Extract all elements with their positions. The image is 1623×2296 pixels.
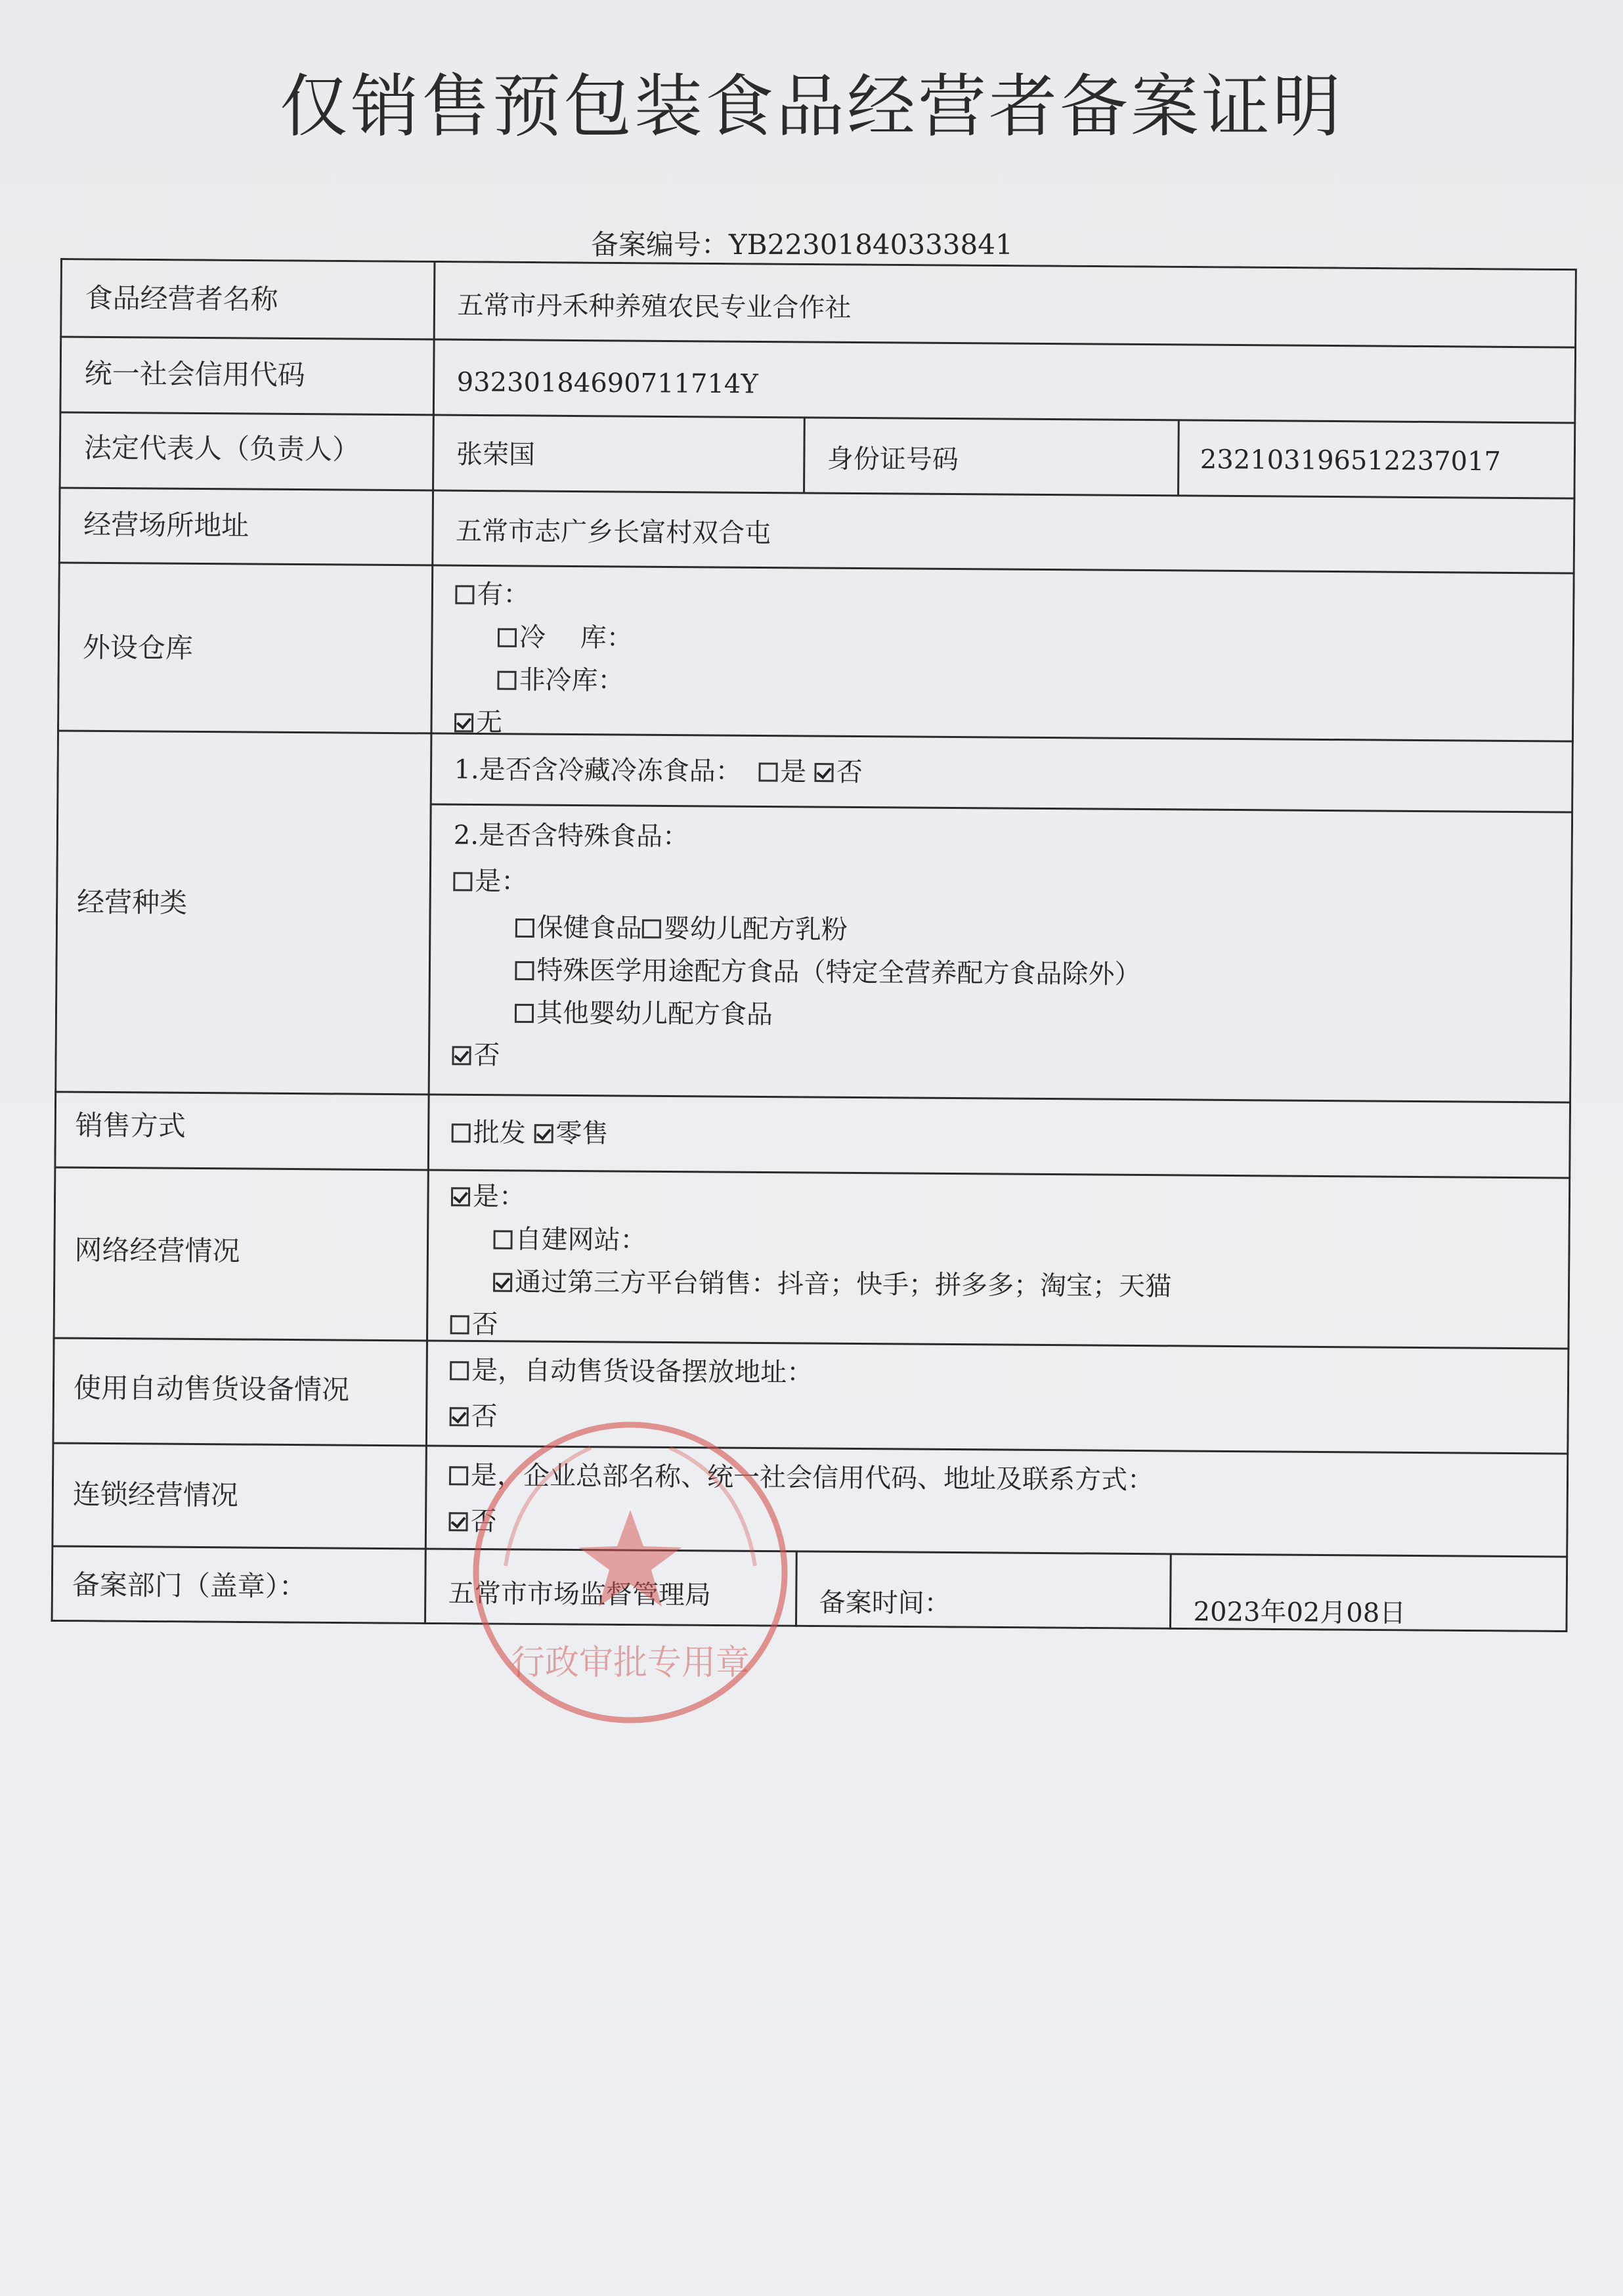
chain-no: 否 [448,1508,496,1535]
special-types-row3: 其他婴幼儿配方食品 [515,1000,773,1028]
warehouse-none-checkbox[interactable] [454,713,473,732]
vending-yes-checkbox[interactable] [450,1361,469,1380]
name-label: 食品经营者名称 [85,282,278,316]
retail-checkbox[interactable] [534,1124,553,1143]
online-label: 网络经营情况 [74,1234,240,1267]
special-types-row2: 特殊医学用途配方食品（特定全营养配方食品除外） [515,957,1140,988]
infant-formula-checkbox[interactable] [642,919,661,938]
date-label: 备案时间： [819,1588,951,1619]
address-label: 经营场所地址 [83,508,249,542]
cold-food-yes-checkbox[interactable] [758,762,777,781]
official-seal [460,1408,801,1730]
seal-star-icon [579,1510,682,1607]
seal-text: 行政审批专用章 [510,1643,750,1683]
own-site-checkbox[interactable] [493,1230,512,1249]
other-infant-checkbox[interactable] [515,1004,534,1023]
chain-yes: 是，企业总部名称、统一社会信用代码、地址及联系方式： [449,1462,1154,1493]
warehouse-cold: 冷 库： [498,624,633,651]
warehouse-none: 无 [454,709,502,736]
address-value: 五常市志广乡长富村双合屯 [455,516,771,549]
warehouse-cold-checkbox[interactable] [498,628,517,647]
legal-rep-label: 法定代表人（负责人） [83,431,360,466]
medical-food-checkbox[interactable] [515,961,534,980]
warehouse-label: 外设仓库 [82,631,194,664]
record-number: 备案编号：YB22301840333841 [591,228,1013,261]
vending-no: 否 [450,1403,498,1430]
warehouse-noncold: 非冷库： [497,667,624,694]
document-title: 仅销售预包装食品经营者备案证明 [279,66,1343,146]
online-yes-checkbox[interactable] [451,1187,470,1206]
online-no: 否 [450,1311,498,1338]
warehouse-has-checkbox[interactable] [455,585,474,604]
credit-code-value: 93230184690711714Y [456,367,758,400]
sales-label: 销售方式 [75,1109,186,1142]
wholesale-checkbox[interactable] [452,1123,471,1142]
third-party: 通过第三方平台销售：抖音；快手；拼多多；淘宝；天猫 [493,1269,1171,1300]
category-label: 经营种类 [76,886,188,919]
dept-label: 备案部门（盖章）： [72,1569,307,1603]
record-form [51,258,1576,1632]
cold-food-question: 1.是否含冷藏冷冻食品： 是 否 [454,754,863,788]
sales-options: 批发 零售 [452,1119,609,1147]
cold-food-no-checkbox[interactable] [815,763,834,782]
vending-label: 使用自动售货设备情况 [73,1372,350,1406]
date-value: 2023年02月08日 [1193,1597,1406,1629]
special-types-row1: 保健食品 婴幼儿配方乳粉 [515,915,848,943]
chain-label: 连锁经营情况 [72,1478,239,1511]
credit-code-label: 统一社会信用代码 [84,357,305,391]
special-food-question: 2.是否含特殊食品： [453,820,689,852]
dept-value: 五常市市场监督管理局 [448,1578,711,1611]
special-food-no: 否 [452,1042,500,1069]
name-value: 五常市丹禾种养殖农民专业合作社 [457,290,852,324]
own-site: 自建网站： [493,1226,646,1254]
special-yes-checkbox[interactable] [453,872,472,891]
warehouse-has: 有： [455,581,529,608]
online-no-checkbox[interactable] [450,1315,469,1334]
third-party-checkbox[interactable] [493,1273,512,1292]
health-food-checkbox[interactable] [515,919,534,938]
special-food-yes: 是： [453,868,527,895]
warehouse-noncold-checkbox[interactable] [497,671,516,690]
id-number-label: 身份证号码 [827,444,959,475]
online-yes: 是： [451,1183,525,1210]
vending-yes: 是，自动售货设备摆放地址： [450,1357,813,1386]
legal-rep-value: 张荣国 [456,439,536,471]
special-no-checkbox[interactable] [452,1046,471,1065]
id-number-value: 232103196512237017 [1200,444,1502,477]
